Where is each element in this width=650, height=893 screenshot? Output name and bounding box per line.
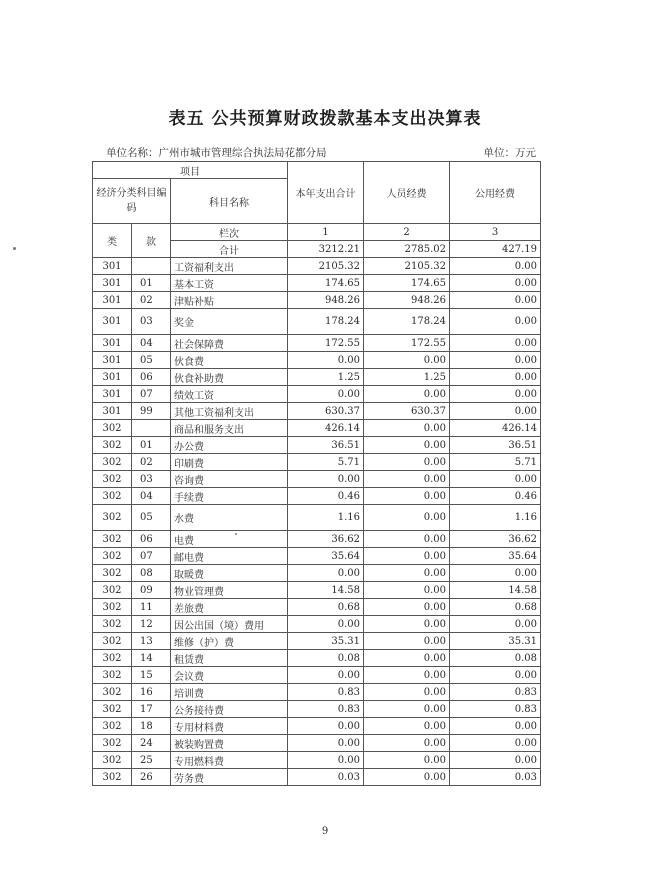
row-total: 0.00 [288,616,364,633]
row-kuan: 07 [132,386,171,403]
row-personnel: 630.37 [364,403,450,420]
row-public: 36.51 [450,437,541,454]
page-title: 表五 公共预算财政拨款基本支出决算表 [168,109,482,129]
table-row [93,735,541,752]
total-header: 本年支出合计 [288,162,364,224]
row-personnel: 0.00 [364,752,450,769]
row-name: 伙食补助费 [171,369,288,386]
row-lei: 302 [93,471,132,488]
sum-total: 3212.21 [288,241,364,258]
currency-unit: 单位：万元 [483,147,536,159]
row-kuan: 17 [132,701,171,718]
row-kuan: 01 [132,275,171,292]
table-row [93,531,541,548]
row-public: 0.00 [450,275,541,292]
row-total: 174.65 [288,275,364,292]
table-row [93,616,541,633]
table-row [93,684,541,701]
row-personnel: 174.65 [364,275,450,292]
row-total: 0.00 [288,471,364,488]
row-public: 36.62 [450,531,541,548]
row-public: 426.14 [450,420,541,437]
table-row [93,420,541,437]
table-body [93,258,541,786]
table-row [93,488,541,505]
table-row [93,258,541,275]
table-row [93,548,541,565]
row-lei: 302 [93,531,132,548]
row-personnel: 0.00 [364,352,450,369]
row-name: 被装购置费 [171,735,288,752]
lei-header: 类 [93,224,132,258]
row-kuan: 02 [132,292,171,309]
row-kuan: 02 [132,454,171,471]
row-lei: 302 [93,667,132,684]
row-name: 租赁费 [171,650,288,667]
row-lei: 302 [93,454,132,471]
row-total: 0.00 [288,718,364,735]
row-personnel: 0.00 [364,684,450,701]
row-total: 1.16 [288,505,364,531]
row-name: 物业管理费 [171,582,288,599]
column-number-2: 2 [364,224,450,241]
row-kuan [132,258,171,275]
row-personnel: 2105.32 [364,258,450,275]
table-row [93,505,541,531]
row-total: 0.00 [288,735,364,752]
row-lei: 302 [93,769,132,786]
row-personnel: 1.25 [364,369,450,386]
row-public: 0.00 [450,335,541,352]
table-row [93,275,541,292]
row-lei: 301 [93,352,132,369]
row-name: 培训费 [171,684,288,701]
row-name: 水费 [171,505,288,531]
row-kuan: 15 [132,667,171,684]
row-lei: 301 [93,335,132,352]
row-name: 绩效工资 [171,386,288,403]
row-name: 公务接待费 [171,701,288,718]
row-lei: 302 [93,488,132,505]
row-personnel: 0.00 [364,616,450,633]
row-name: 会议费 [171,667,288,684]
item-header: 项目 [93,162,288,179]
row-public: 0.46 [450,488,541,505]
row-personnel: 0.00 [364,437,450,454]
row-personnel: 0.00 [364,633,450,650]
row-lei: 301 [93,292,132,309]
row-total: 630.37 [288,403,364,420]
row-name: 专用材料费 [171,718,288,735]
table-row [93,667,541,684]
public-header: 公用经费 [450,162,541,224]
row-total: 35.31 [288,633,364,650]
row-kuan: 99 [132,403,171,420]
table-header [93,162,541,258]
row-kuan: 08 [132,565,171,582]
row-kuan: 24 [132,735,171,752]
kuan-header: 款 [132,224,171,258]
row-personnel: 0.00 [364,735,450,752]
row-lei: 302 [93,437,132,454]
row-kuan: 12 [132,616,171,633]
row-kuan: 16 [132,684,171,701]
table-row [93,650,541,667]
row-name: 专用燃料费 [171,752,288,769]
row-public: 35.31 [450,633,541,650]
row-kuan: 03 [132,309,171,335]
row-total: 0.83 [288,684,364,701]
row-public: 0.00 [450,718,541,735]
row-kuan: 01 [132,437,171,454]
row-lei: 302 [93,582,132,599]
row-lei: 302 [93,752,132,769]
row-lei: 302 [93,420,132,437]
row-personnel: 0.00 [364,454,450,471]
row-lei: 302 [93,505,132,531]
column-order-label: 栏次 [171,224,288,241]
row-name: 伙食费 [171,352,288,369]
row-public: 0.00 [450,752,541,769]
row-public: 0.00 [450,403,541,420]
row-total: 36.51 [288,437,364,454]
row-name: 基本工资 [171,275,288,292]
row-total: 0.00 [288,386,364,403]
row-kuan: 07 [132,548,171,565]
row-personnel: 0.00 [364,667,450,684]
row-total: 172.55 [288,335,364,352]
row-lei: 302 [93,633,132,650]
table-row [93,454,541,471]
row-public: 0.83 [450,701,541,718]
row-kuan: 13 [132,633,171,650]
row-public: 0.00 [450,616,541,633]
row-total: 5.71 [288,454,364,471]
row-public: 0.03 [450,769,541,786]
row-public: 14.58 [450,582,541,599]
table-row [93,386,541,403]
row-name: 差旅费 [171,599,288,616]
row-name: 工资福利支出 [171,258,288,275]
row-personnel: 0.00 [364,386,450,403]
table-row [93,582,541,599]
row-kuan: 04 [132,488,171,505]
row-total: 14.58 [288,582,364,599]
row-public: 0.08 [450,650,541,667]
row-kuan: 09 [132,582,171,599]
row-personnel: 0.00 [364,582,450,599]
row-lei: 302 [93,565,132,582]
row-kuan: 06 [132,369,171,386]
table-row [93,369,541,386]
row-personnel: 0.00 [364,701,450,718]
row-total: 0.08 [288,650,364,667]
table-row [93,403,541,420]
row-personnel: 0.00 [364,505,450,531]
scan-speck [235,533,237,535]
row-personnel: 0.00 [364,548,450,565]
row-personnel: 0.00 [364,650,450,667]
table-row [93,565,541,582]
row-public: 0.00 [450,258,541,275]
row-name: 社会保障费 [171,335,288,352]
table-row [93,599,541,616]
row-lei: 301 [93,369,132,386]
table-row [93,718,541,735]
subject-name-header: 科目名称 [171,179,288,224]
row-personnel: 948.26 [364,292,450,309]
table-row [93,335,541,352]
row-lei: 301 [93,258,132,275]
row-public: 0.00 [450,667,541,684]
row-personnel: 0.00 [364,718,450,735]
table-row [93,701,541,718]
row-name: 邮电费 [171,548,288,565]
table-row [93,471,541,488]
row-kuan: 05 [132,505,171,531]
row-public: 0.83 [450,684,541,701]
row-personnel: 0.00 [364,599,450,616]
row-name: 取暖费 [171,565,288,582]
table-row [93,352,541,369]
row-public: 0.00 [450,735,541,752]
row-kuan: 18 [132,718,171,735]
row-lei: 302 [93,735,132,752]
row-name: 咨询费 [171,471,288,488]
row-name: 维修（护）费 [171,633,288,650]
row-kuan: 05 [132,352,171,369]
row-kuan [132,420,171,437]
row-personnel: 0.00 [364,420,450,437]
row-public: 0.00 [450,352,541,369]
unit-name: 单位名称：广州市城市管理综合执法局花都分局 [106,147,327,159]
econ-class-header: 经济分类科目编码 [93,179,171,224]
table-row [93,633,541,650]
row-lei: 301 [93,275,132,292]
row-name: 津贴补贴 [171,292,288,309]
row-kuan: 04 [132,335,171,352]
row-personnel: 0.00 [364,531,450,548]
sum-personnel: 2785.02 [364,241,450,258]
row-total: 0.00 [288,752,364,769]
row-public: 35.64 [450,548,541,565]
row-public: 0.00 [450,386,541,403]
sum-public: 427.19 [450,241,541,258]
personnel-header: 人员经费 [364,162,450,224]
row-total: 0.03 [288,769,364,786]
sum-label: 合计 [171,241,288,258]
row-lei: 302 [93,684,132,701]
row-personnel: 172.55 [364,335,450,352]
row-kuan: 11 [132,599,171,616]
row-total: 36.62 [288,531,364,548]
row-public: 0.00 [450,471,541,488]
table-row [93,292,541,309]
row-name: 劳务费 [171,769,288,786]
table-row [93,309,541,335]
table-row [93,437,541,454]
row-personnel: 0.00 [364,769,450,786]
row-lei: 302 [93,718,132,735]
column-number-3: 3 [450,224,541,241]
row-total: 178.24 [288,309,364,335]
row-lei: 302 [93,701,132,718]
row-personnel: 0.00 [364,565,450,582]
row-total: 35.64 [288,548,364,565]
row-lei: 302 [93,650,132,667]
row-name: 办公费 [171,437,288,454]
row-name: 商品和服务支出 [171,420,288,437]
row-kuan: 06 [132,531,171,548]
row-name: 奖金 [171,309,288,335]
row-public: 0.00 [450,292,541,309]
row-total: 0.68 [288,599,364,616]
row-kuan: 26 [132,769,171,786]
row-total: 1.25 [288,369,364,386]
row-lei: 301 [93,386,132,403]
row-total: 2105.32 [288,258,364,275]
row-public: 1.16 [450,505,541,531]
row-kuan: 25 [132,752,171,769]
row-total: 0.00 [288,352,364,369]
row-public: 0.00 [450,565,541,582]
row-public: 5.71 [450,454,541,471]
row-personnel: 0.00 [364,488,450,505]
row-name: 其他工资福利支出 [171,403,288,420]
scan-speck [13,247,16,250]
row-kuan: 14 [132,650,171,667]
row-lei: 302 [93,616,132,633]
row-personnel: 0.00 [364,471,450,488]
row-name: 手续费 [171,488,288,505]
row-total: 0.00 [288,565,364,582]
row-total: 0.00 [288,667,364,684]
row-name: 电费 [171,531,288,548]
row-total: 948.26 [288,292,364,309]
row-public: 0.00 [450,309,541,335]
row-lei: 302 [93,548,132,565]
table-row [93,769,541,786]
row-personnel: 178.24 [364,309,450,335]
row-total: 0.83 [288,701,364,718]
row-total: 426.14 [288,420,364,437]
table-row [93,752,541,769]
row-lei: 302 [93,599,132,616]
column-number-1: 1 [288,224,364,241]
row-lei: 301 [93,309,132,335]
row-lei: 301 [93,403,132,420]
row-public: 0.68 [450,599,541,616]
row-name: 印刷费 [171,454,288,471]
row-kuan: 03 [132,471,171,488]
budget-table [92,161,541,786]
row-name: 因公出国（境）费用 [171,616,288,633]
row-public: 0.00 [450,369,541,386]
page-number: 9 [321,826,329,837]
row-total: 0.46 [288,488,364,505]
